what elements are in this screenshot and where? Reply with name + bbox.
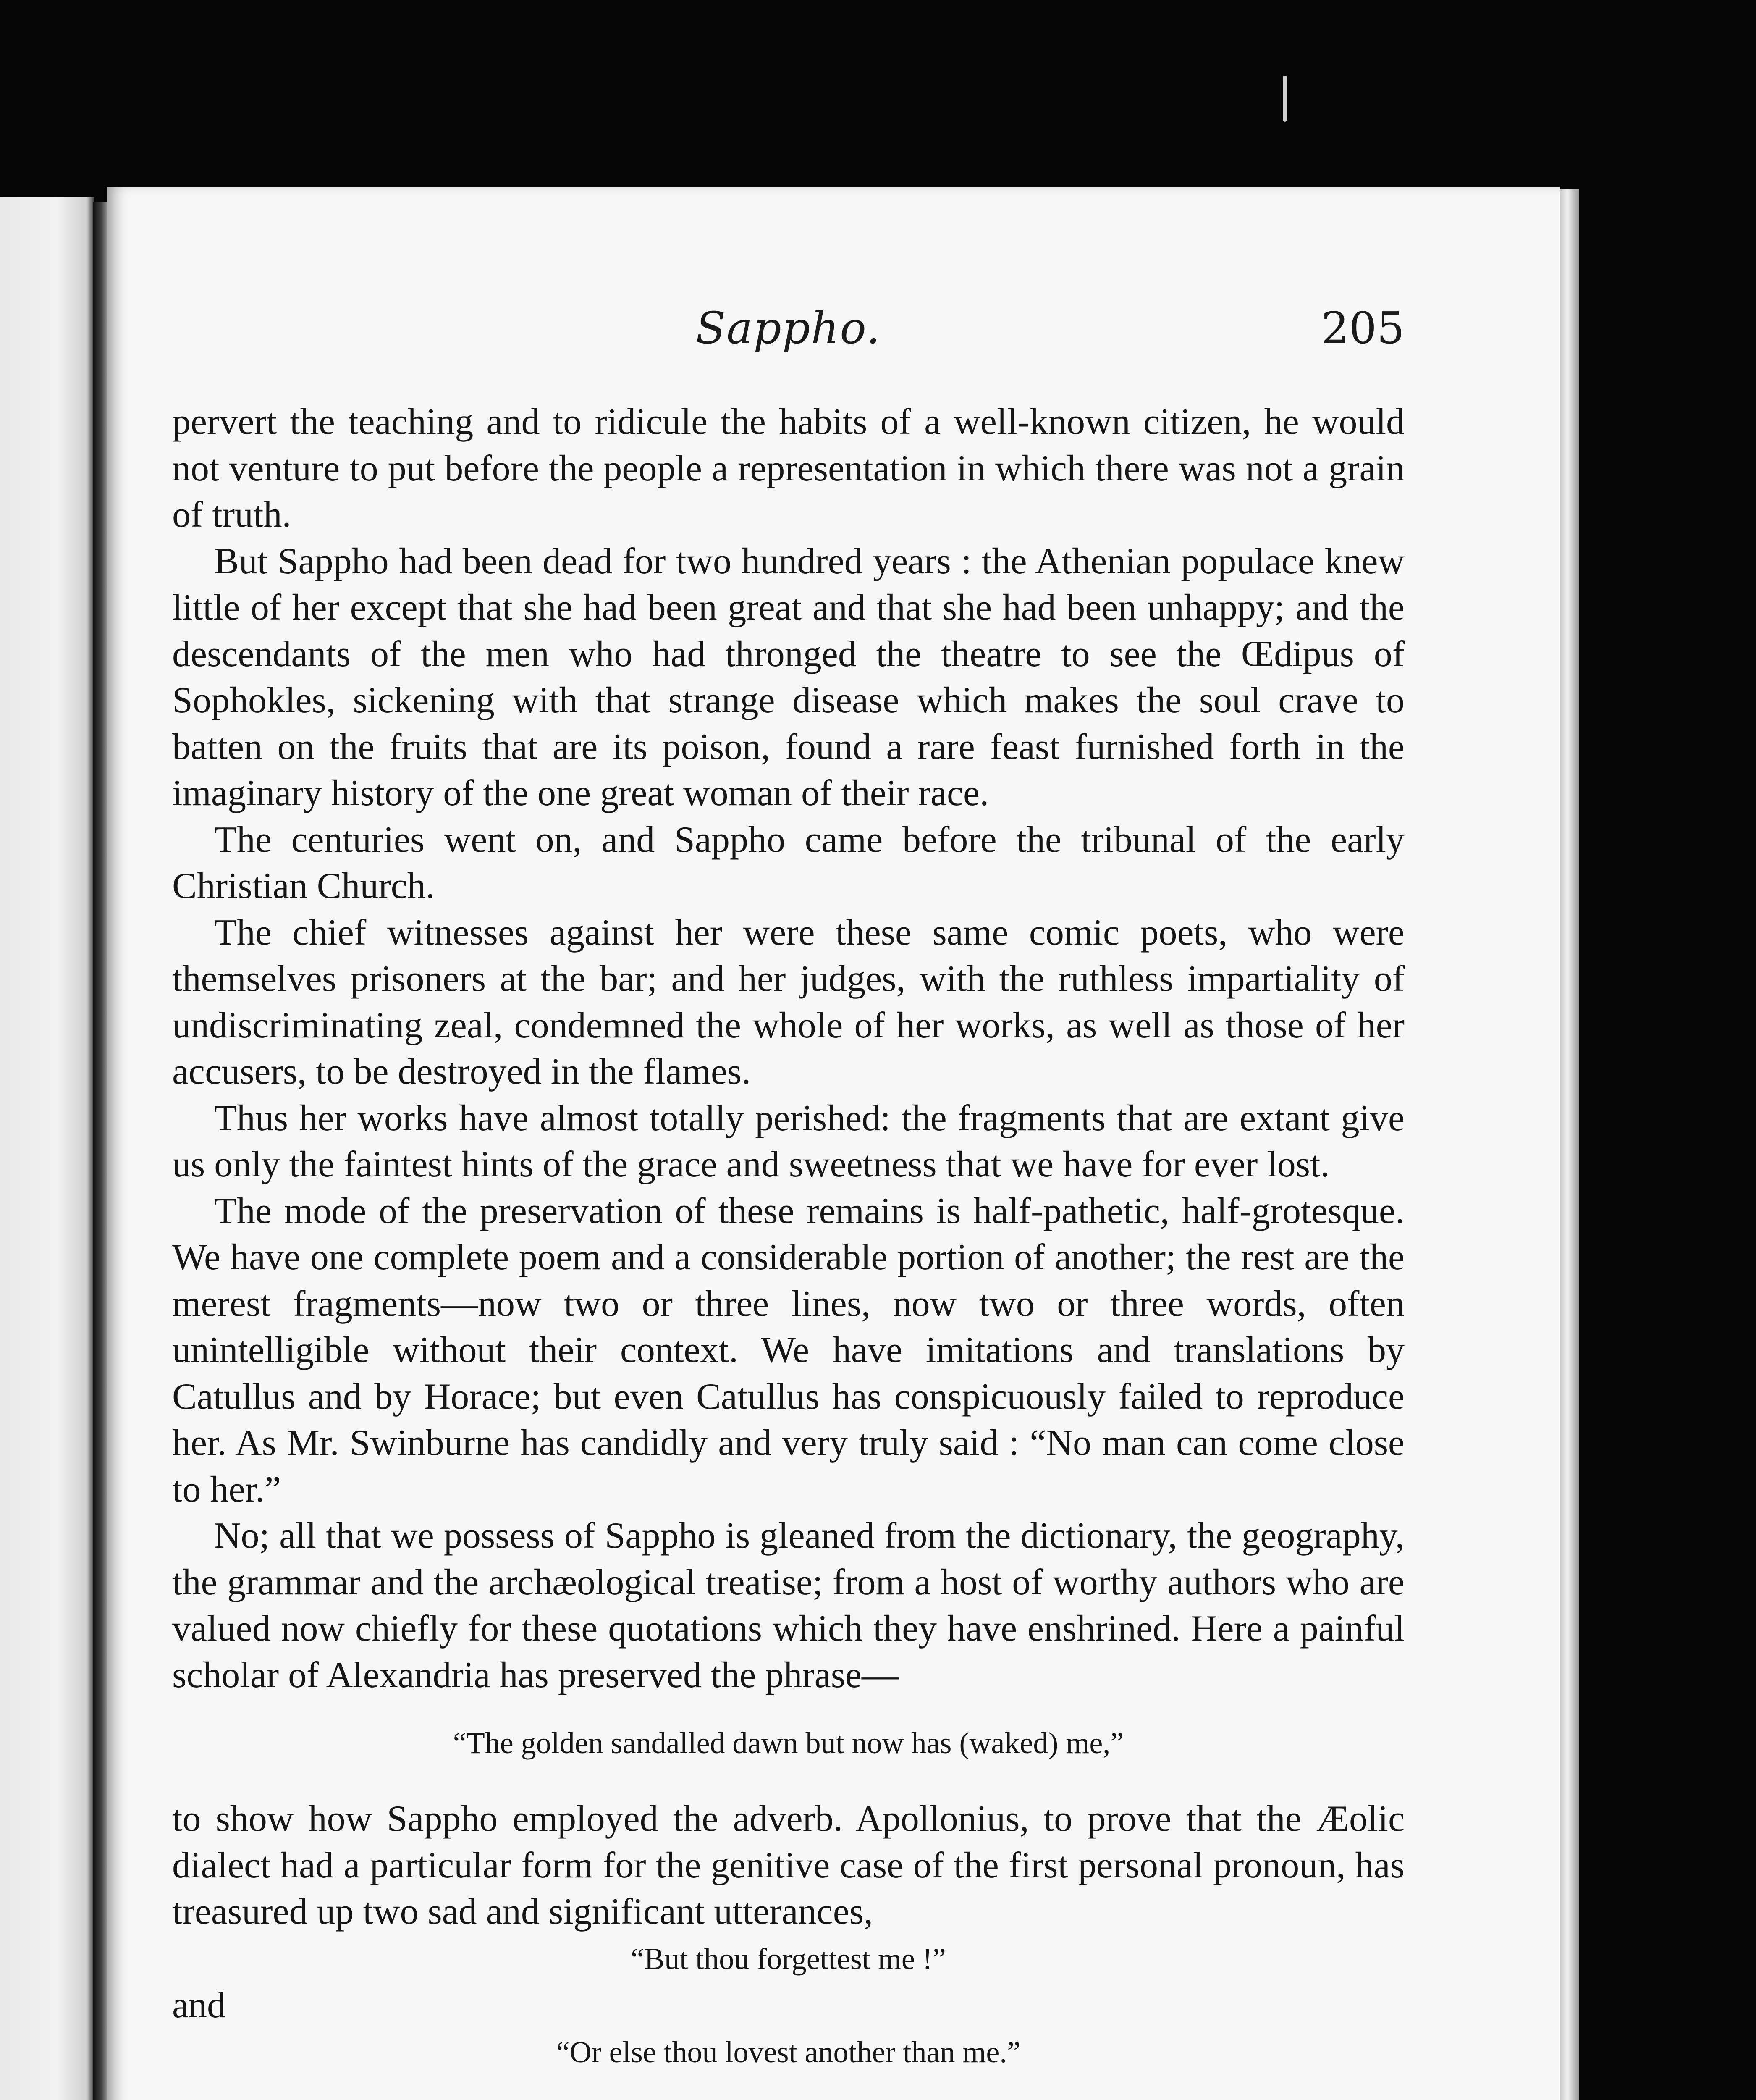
page-body xyxy=(172,399,1405,2100)
paragraph: pervert the teaching and to ridicule the habits of a well-known citizen, he would not venture to put before the people a representation in which there was not a grain of truth. xyxy=(172,402,1405,535)
paragraph: Thus her works have almost totally perished: the fragments that are extant give us only the faintest hints of the grace and sweetness that we have for ever lost. xyxy=(172,1097,1405,1185)
dust-speck xyxy=(1283,76,1287,122)
conjunction-line: and xyxy=(172,1984,226,2026)
page-edge-shadow xyxy=(1560,189,1579,2100)
paragraph: to show how Sappho employed the adverb. Apollonius, to prove that the Æolic dialect had a particular form for the genitive case of the first personal pronoun, has treasured up two sad and significant utterances, xyxy=(172,1798,1405,1932)
facing-page-edge xyxy=(0,197,94,2100)
running-title: Sappho. xyxy=(695,302,881,354)
paragraph: The mode of the preservation of these remains is half-pathetic, half-grotesque. We have one complete poem and a considerable portion of another; the rest are the merest fragments—now two or three lines, now two or three words, often unintelligible without their context. We have imitations and translations by Catullus and by Horace; but even Catullus has conspicuously failed to reproduce her. As Mr. Swinburne has candidly and very truly said : “No man can come close to her.” xyxy=(172,1190,1405,1510)
paragraph: The chief witnesses against her were these same comic poets, who were themselves prisoners at the bar; and her judges, with the ruthless impartiality of undiscriminating zeal, condemned the whole of her works, as well as those of her accusers, to be destroyed in the flames. xyxy=(172,912,1405,1092)
paragraph: The centuries went on, and Sappho came before the tribunal of the early Christian Church. xyxy=(172,819,1405,906)
page-number: 205 xyxy=(1321,302,1405,354)
block-quote: “The golden sandalled dawn but now has (waked) me,” xyxy=(453,1726,1124,1760)
running-header xyxy=(172,302,1405,361)
paragraph: No; all that we possess of Sappho is gleaned from the dictionary, the geography, the grammar and the archæological treatise; from a host of worthy authors who are valued now chiefly for these quotations which they have enshrined. Here a painful scholar of Alexandria has preserved the phrase— xyxy=(172,1515,1405,1696)
block-quote: “Or else thou lovest another than me.” xyxy=(556,2035,1021,2069)
paragraph: But Sappho had been dead for two hundred years : the Athenian populace knew little of her except that she had been great and that she had been unhappy; and the descendants of the men who had thronged the theatre to see the Œdipus of Sophokles, sickening with that strange disease which makes the soul crave to batten on the fruits that are its poison, found a rare feast furnished forth in the imaginary history of the one great woman of their race. xyxy=(172,541,1405,814)
block-quote: “But thou forgettest me !” xyxy=(631,1942,946,1976)
